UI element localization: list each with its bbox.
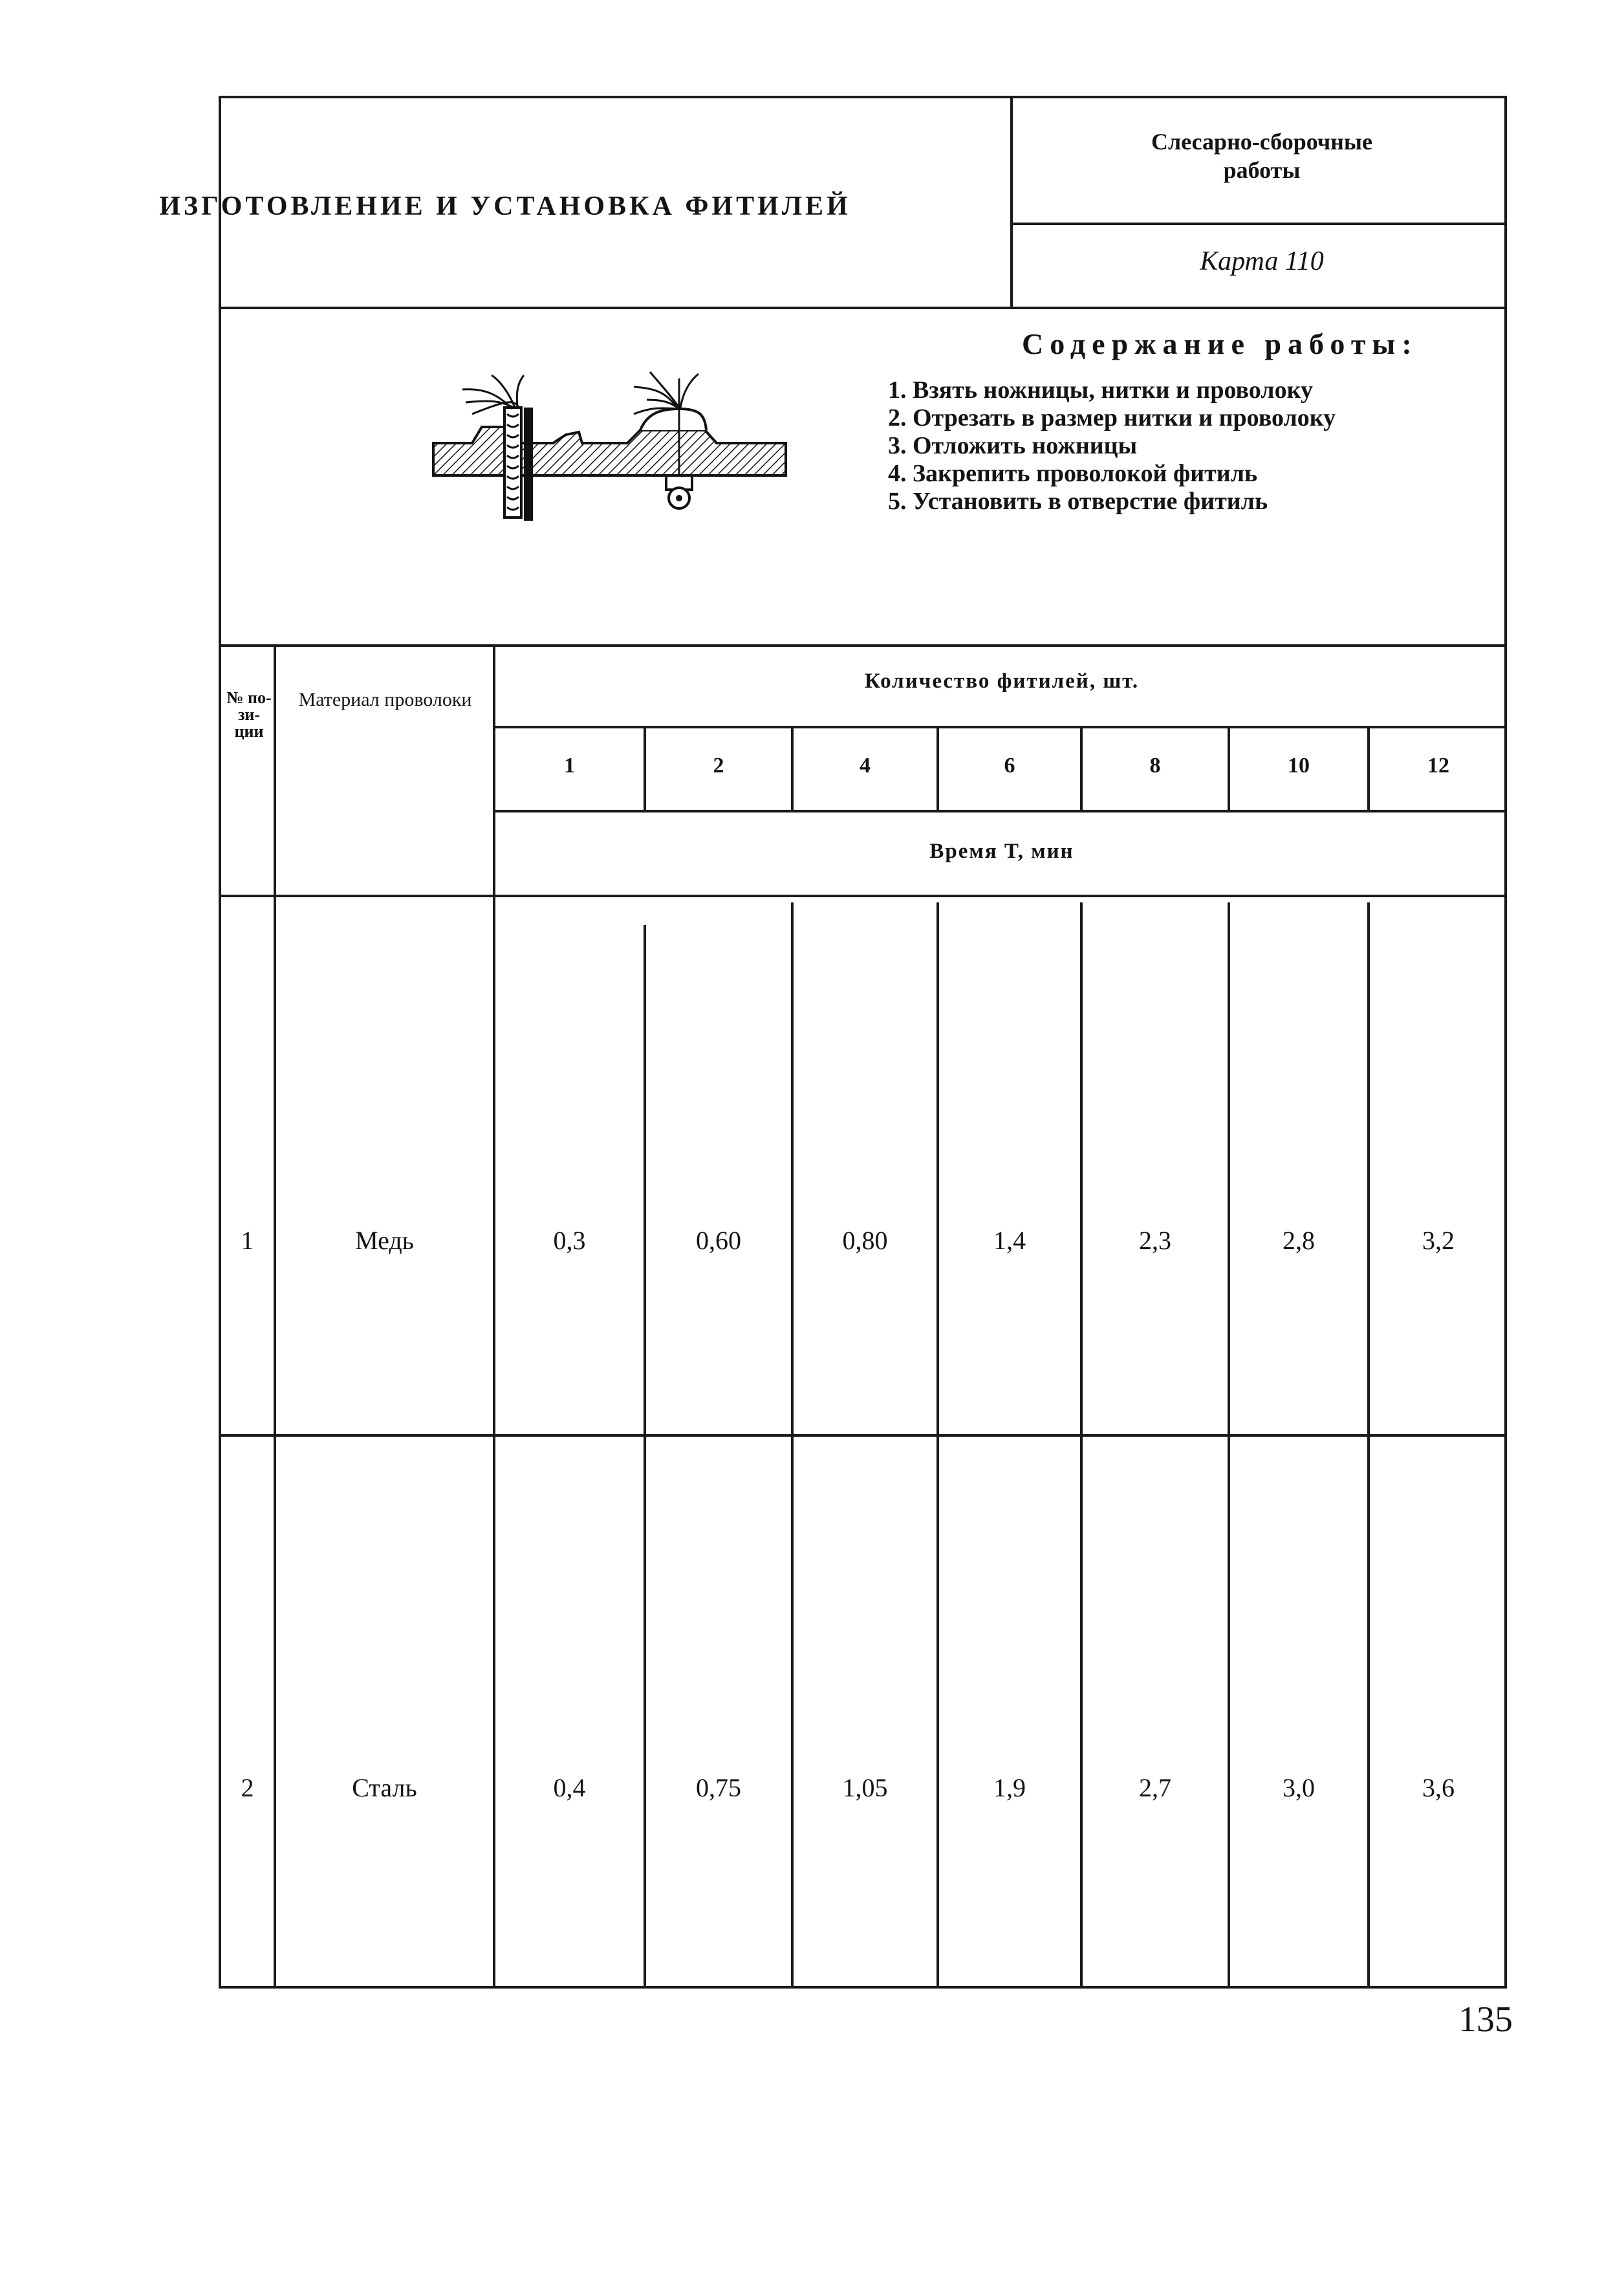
time-value: 0,80 [842,1226,888,1255]
work-steps-list [888,376,1336,516]
time-value: 1,4 [993,1226,1026,1255]
col-divider [791,902,794,1989]
time-value: 2,8 [1283,1226,1315,1255]
card-number: Карта 110 [1200,246,1324,276]
col-divider [1367,902,1370,1989]
row-material: Медь [355,1226,414,1255]
work-step: 2. Отрезать в размер нитки и проволоку [888,404,1336,431]
row-material: Сталь [352,1773,417,1802]
qty-value: 4 [860,754,871,778]
qty-values-line [495,810,1507,812]
header-divider [1010,96,1013,309]
time-value: 3,0 [1283,1773,1315,1802]
qty-value: 10 [1288,754,1310,778]
header-category-divider [1010,223,1507,225]
time-header: Время Т, мин [929,840,1074,863]
time-value: 0,3 [553,1226,586,1255]
work-category: Слесарно-сборочные [1151,129,1372,155]
qty-value: 12 [1427,754,1449,778]
position-number-header: № по- зи- ции [226,688,272,741]
time-value: 2,7 [1139,1773,1171,1802]
qty-header-line [495,726,1507,728]
qty-value: 2 [713,754,724,778]
time-value: 3,6 [1422,1773,1455,1802]
wick-quantity-header: Количество фитилей, шт. [864,670,1140,693]
time-value: 1,9 [993,1773,1026,1802]
wick-illustration [427,362,802,530]
time-value: 1,05 [842,1773,888,1802]
time-value: 0,60 [696,1226,741,1255]
row-number: 2 [241,1773,254,1802]
row-divider [219,1434,1507,1437]
work-category-line2: работы [1223,157,1301,183]
row-number: 1 [241,1226,254,1255]
wire-material-header: Материал проволоки [298,689,472,710]
header-bottom-line [219,307,1507,309]
work-content-heading: Содержание работы: [1022,327,1418,360]
time-value: 3,2 [1422,1226,1455,1255]
col-divider [937,902,939,1989]
time-value: 0,4 [553,1773,586,1802]
page-number: 135 [1458,2000,1513,2040]
qty-value: 6 [1004,754,1015,778]
work-step: 3. Отложить ножницы [888,432,1138,459]
col-divider [1080,902,1083,1989]
table-header-bottom [219,895,1507,897]
page-title: ИЗГОТОВЛЕНИЕ И УСТАНОВКА ФИТИЛЕЙ [159,191,851,221]
work-step: 5. Установить в отверстие фитиль [888,488,1268,515]
time-value: 0,75 [696,1773,741,1802]
work-step: 1. Взять ножницы, нитки и проволоку [888,376,1313,404]
time-value: 2,3 [1139,1226,1171,1255]
col-divider [644,925,646,1989]
qty-value: 8 [1149,754,1161,778]
table-top-line [219,644,1507,647]
col-divider [1228,902,1230,1989]
qty-value: 1 [564,754,575,778]
work-step: 4. Закрепить проволокой фитиль [888,460,1258,487]
